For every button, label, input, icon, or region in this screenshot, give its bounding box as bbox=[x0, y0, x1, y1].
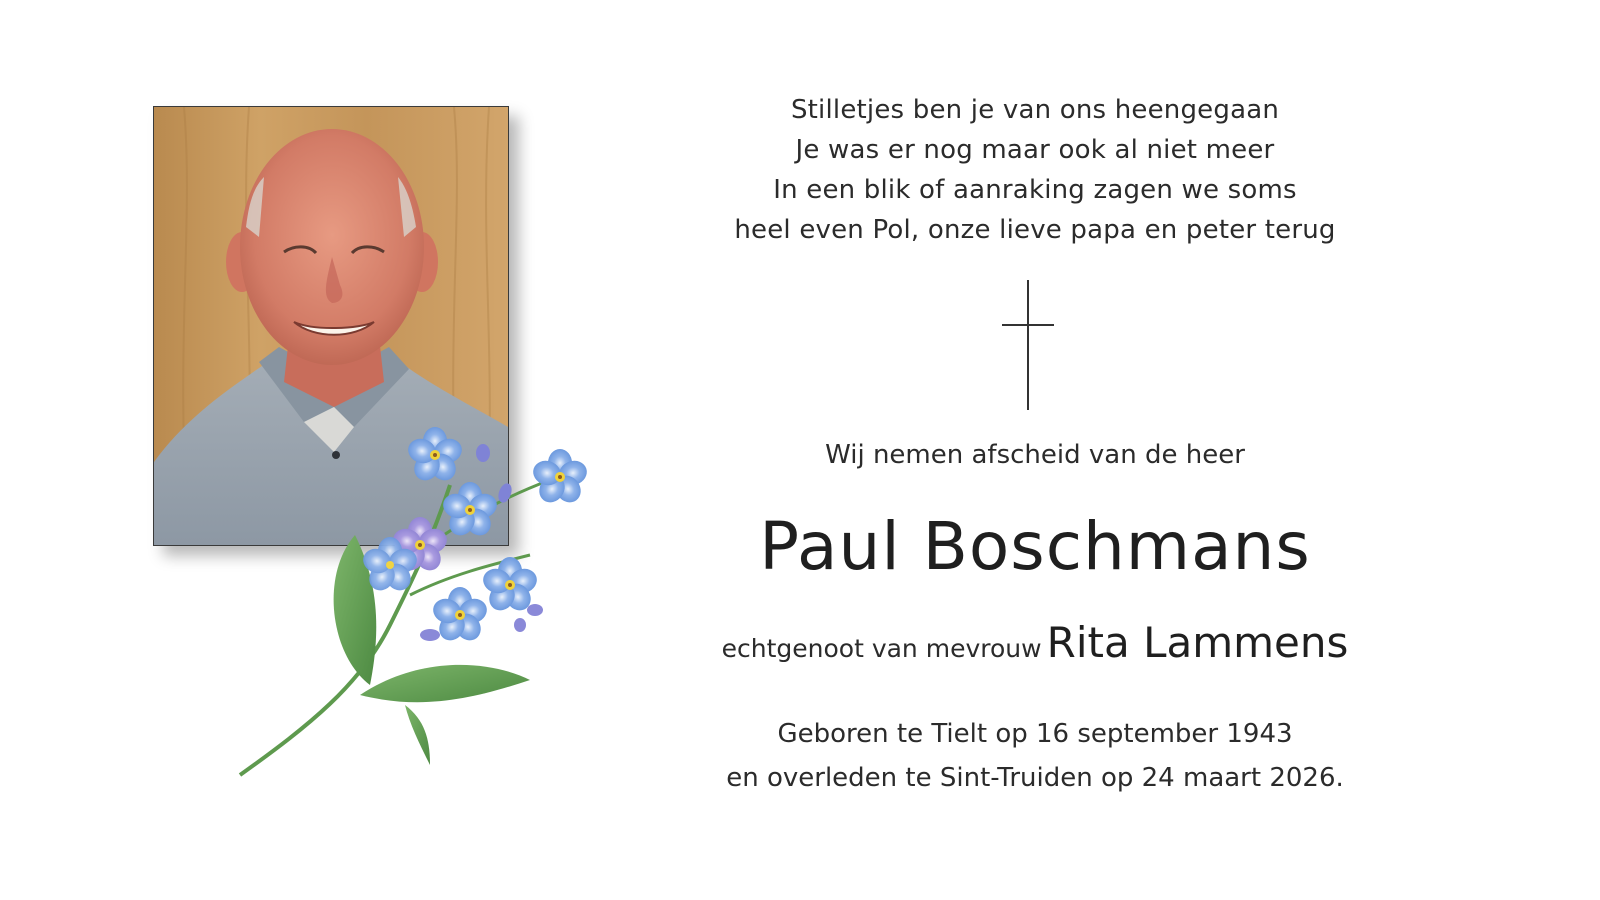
poem bbox=[660, 90, 1410, 250]
deceased-name: Paul Boschmans bbox=[759, 508, 1311, 585]
poem-line: Je was er nog maar ook al niet meer bbox=[795, 135, 1275, 165]
poem-line: Stilletjes ben je van ons heengegaan bbox=[790, 95, 1280, 125]
spouse-prefix: echtgenoot van mevrouw bbox=[721, 634, 1042, 663]
forget-me-not-flower-icon bbox=[230, 425, 610, 805]
cross-vertical-bar bbox=[1027, 280, 1029, 410]
farewell-intro: Wij nemen afscheid van de heer bbox=[825, 440, 1245, 470]
spouse-name: Rita Lammens bbox=[1046, 618, 1349, 667]
poem-line: In een blik of aanraking zagen we soms bbox=[773, 175, 1297, 205]
spouse-line bbox=[660, 618, 1410, 667]
poem-line: heel even Pol, onze lieve papa en peter terug bbox=[734, 215, 1336, 245]
life-dates bbox=[660, 712, 1410, 800]
cross-icon bbox=[1002, 280, 1054, 410]
birth-line: Geboren te Tielt op 16 september 1943 bbox=[777, 719, 1293, 749]
cross-horizontal-bar bbox=[1002, 324, 1054, 326]
death-line: en overleden te Sint-Truiden op 24 maart 2026. bbox=[726, 763, 1344, 793]
